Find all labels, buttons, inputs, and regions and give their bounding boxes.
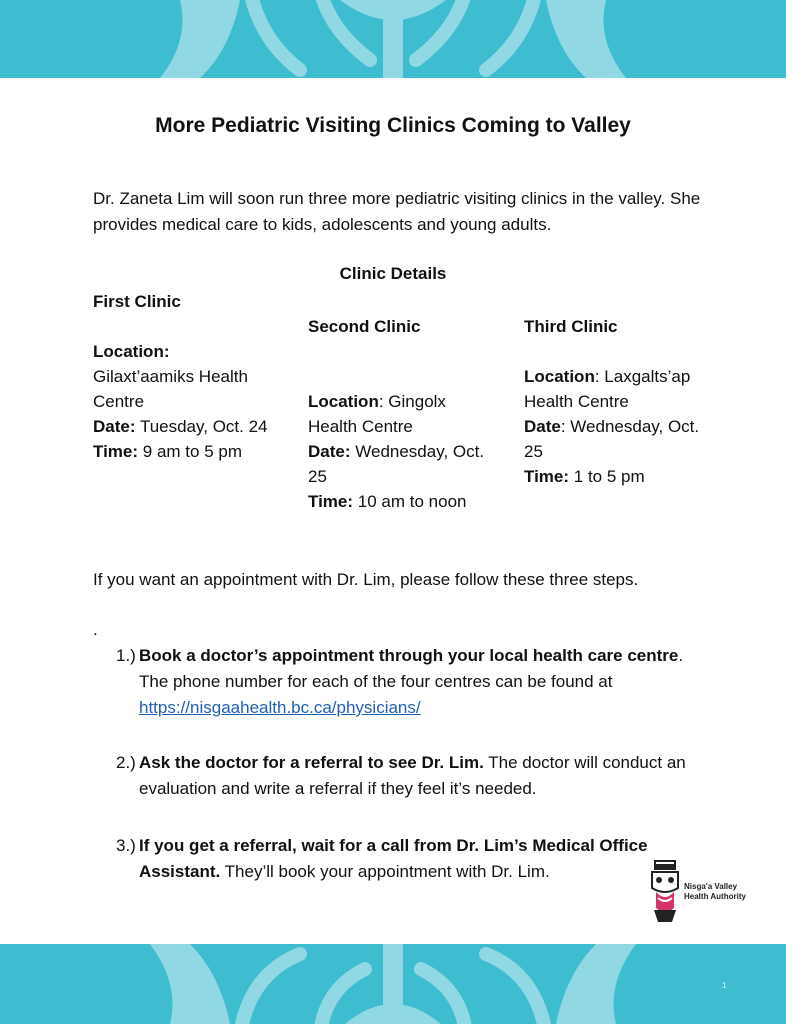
step-text: They’ll book your appointment with Dr. Lim. <box>220 862 550 881</box>
crest-icon <box>648 858 682 924</box>
clinic-name: First Clinic <box>93 292 181 311</box>
date-label: Date <box>524 417 561 436</box>
clinic-date: Tuesday, Oct. 24 <box>139 417 268 436</box>
footer-banner <box>0 944 786 1024</box>
logo-line-1: Nisga'a Valley <box>684 882 738 891</box>
time-label: Time: <box>308 492 354 511</box>
intro-paragraph: Dr. Zaneta Lim will soon run three more pediatric visiting clinics in the valley. She provides medical care to kids, adolescents and young adults. <box>93 189 701 234</box>
logo-line-2: Health Authority <box>684 892 746 901</box>
date-label: Date: <box>308 442 351 461</box>
step-number: 2.) <box>116 753 136 772</box>
clinic-name: Second Clinic <box>308 317 421 336</box>
page-title: More Pediatric Visiting Clinics Coming to Valley <box>155 114 631 137</box>
date-label: Date: <box>93 417 136 436</box>
header-banner <box>0 0 786 78</box>
step-item <box>116 643 716 721</box>
time-label: Time: <box>93 442 139 461</box>
step-number: 3.) <box>116 836 136 855</box>
clinic-time: 1 to 5 pm <box>573 467 645 486</box>
physicians-link[interactable]: https://nisgaahealth.bc.ca/physicians/ <box>139 698 421 717</box>
time-label: Time: <box>524 467 570 486</box>
location-label: Location: <box>93 342 170 361</box>
clinic-location: : Laxgalts’ap Health Centre <box>524 367 691 411</box>
clinic-date: : Wednesday, Oct. 25 <box>524 417 700 461</box>
clinic-location: : Gingolx Health Centre <box>308 392 446 436</box>
location-label: Location <box>524 367 595 386</box>
step-bold-text: Ask the doctor for a referral to see Dr. Lim. <box>139 753 484 772</box>
step-bold-text: Book a doctor’s appointment through your local health care centre <box>139 646 679 665</box>
health-authority-logo <box>648 858 768 924</box>
step-text: The doctor will conduct an evaluation and write a referral if they feel it’s needed. <box>139 753 686 798</box>
stray-dot: . <box>93 620 98 639</box>
clinic-time: 9 am to 5 pm <box>142 442 242 461</box>
step-bold-text: If you get a referral, wait for a call from Dr. Lim’s Medical Office Assistant. <box>139 836 648 881</box>
step-item <box>116 750 716 802</box>
step-item <box>116 833 716 885</box>
page-number: 1 <box>722 981 727 990</box>
step-text: . The phone number for each of the four centres can be found at <box>139 646 684 691</box>
formline-art-icon <box>0 0 786 78</box>
steps-intro-paragraph: If you want an appointment with Dr. Lim, please follow these three steps. <box>93 570 639 589</box>
clinic-date: Wednesday, Oct. 25 <box>308 442 485 486</box>
clinic-time: 10 am to noon <box>357 492 467 511</box>
clinic-location: Gilaxt’aamiks Health Centre <box>93 367 248 411</box>
step-number: 1.) <box>116 646 136 665</box>
clinic-column-first <box>93 289 273 464</box>
formline-art-icon <box>0 944 786 1024</box>
clinic-details-heading: Clinic Details <box>339 264 447 283</box>
clinic-column-second <box>308 314 488 514</box>
clinic-column-third <box>524 314 714 489</box>
location-label: Location <box>308 392 379 411</box>
clinic-name: Third Clinic <box>524 317 618 336</box>
